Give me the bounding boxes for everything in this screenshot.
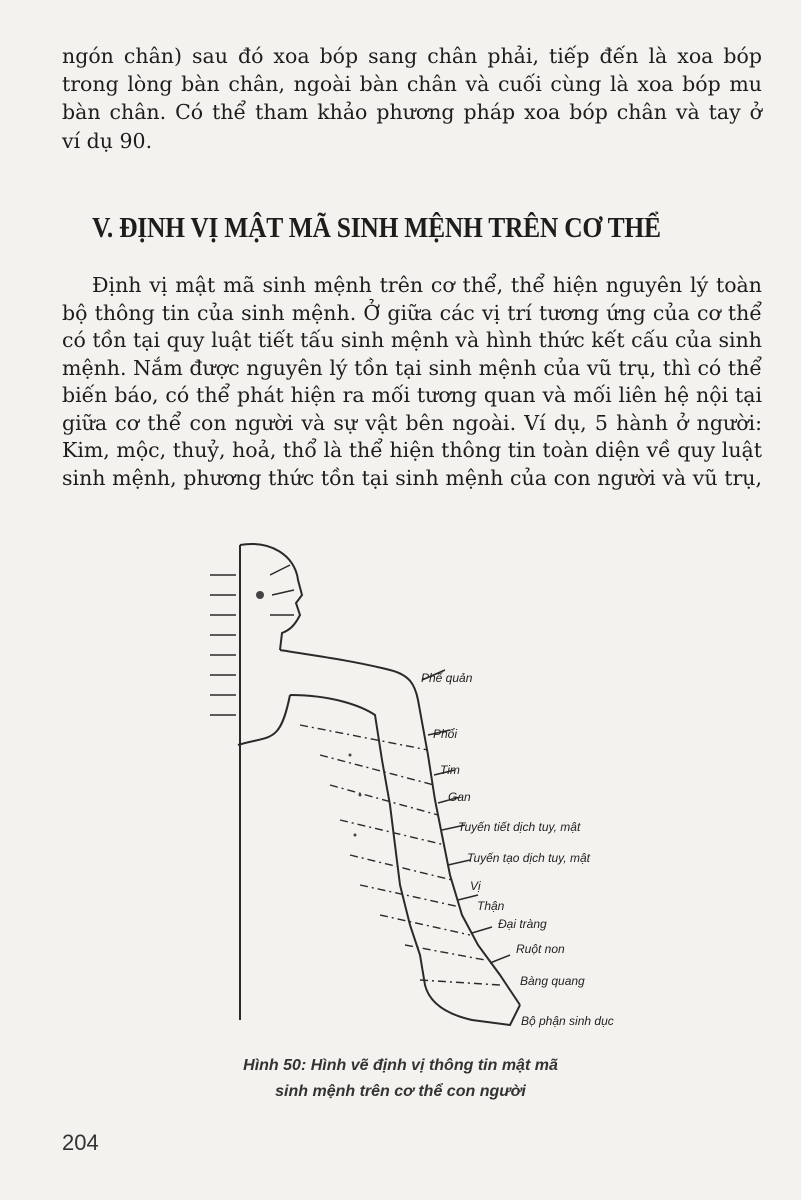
text-line: có tồn tại quy luật tiết tấu sinh mệnh và hình thức kết cấu của sinh [62,328,762,352]
text-line: trong lòng bàn chân, ngoài bàn chân và cuối cùng là xoa bóp mu [62,72,762,96]
figure-label: Phổi [433,727,458,741]
text-line: Định vị mật mã sinh mệnh trên cơ thể, thể hiện nguyên lý toàn [92,273,762,297]
figure-label: Bàng quang [520,974,585,988]
figure-label: Đại tràng [498,917,547,931]
figure-label: Gan [448,790,471,804]
text-line: ví dụ 90. [62,129,153,153]
figure-label: Vị [470,879,481,893]
section-heading: V. ĐỊNH VỊ MẬT MÃ SINH MỆNH TRÊN CƠ THỂ [92,212,661,244]
figure-label: Thận [477,899,505,913]
figure-label: Ruột non [516,942,565,956]
figure-label: Bộ phận sinh dục [521,1014,614,1028]
text-line: mệnh. Nắm được nguyên lý tồn tại sinh mệnh của vũ trụ, thì có thể [62,356,762,380]
page-number: 204 [62,1130,99,1155]
text-line: bàn chân. Có thể tham khảo phương pháp xoa bóp chân và tay ở [62,100,762,124]
figure-caption-line: Hình 50: Hình vẽ định vị thông tin mật mã [243,1057,558,1074]
text-line: sinh mệnh, phương thức tồn tại sinh mệnh của con người và vũ trụ, [62,466,762,490]
figure-caption-line: sinh mệnh trên cơ thể con người [275,1083,526,1100]
text-line: giữa cơ thể con người và sự vật bên ngoài. Ví dụ, 5 hành ở người: [62,411,762,435]
text-line: Kim, mộc, thuỷ, hoả, thổ là thể hiện thông tin toàn diện về quy luật [62,438,762,462]
figure-label: Tuyến tiết dịch tuy, mật [458,820,581,834]
figure-label: Tuyến tạo dịch tuy, mật [467,851,590,865]
figure-label: Phế quản [421,671,473,685]
text-line: ngón chân) sau đó xoa bóp sang chân phải, tiếp đến là xoa bóp [62,44,762,68]
figure-label: Tim [440,763,460,777]
text-line: biến báo, có thể phát hiện ra mối tương quan và mối liên hệ nội tại [62,383,762,407]
text-line: bộ thông tin của sinh mệnh. Ở giữa các vị trí tương ứng của cơ thể [62,301,762,325]
body-map-drawing [210,535,570,1035]
